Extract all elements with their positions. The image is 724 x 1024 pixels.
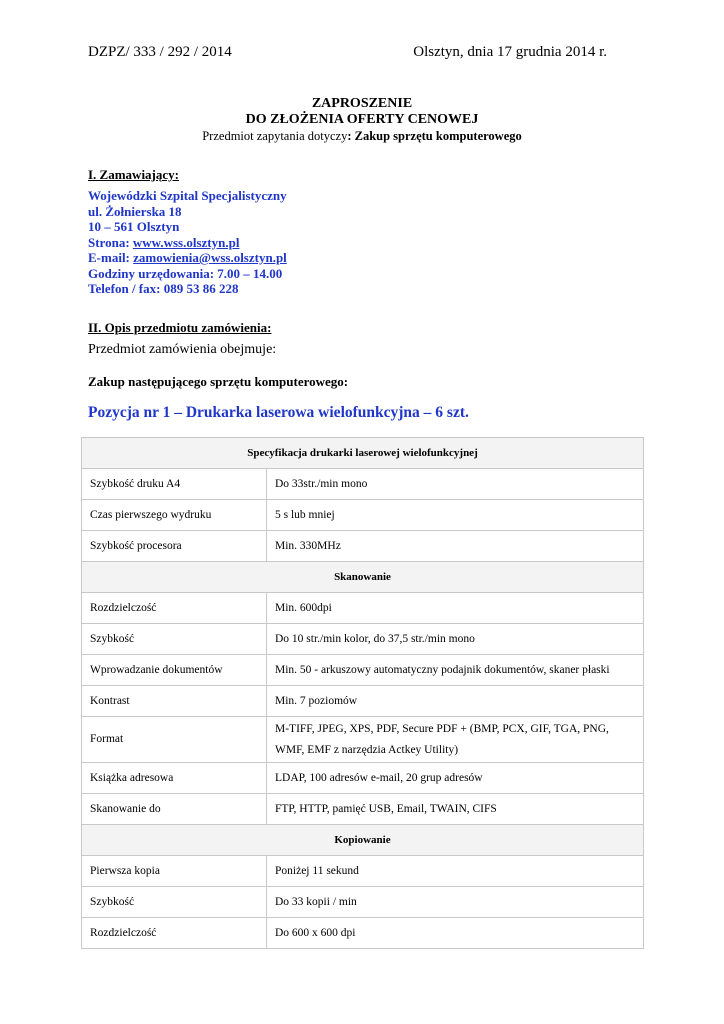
place-and-date: Olsztyn, dnia 17 grudnia 2014 r. <box>413 44 607 60</box>
table-row <box>82 655 644 686</box>
table-row <box>82 717 644 763</box>
group-title: Skanowanie <box>82 562 644 593</box>
table-row <box>82 856 644 887</box>
section-ordering-party-heading: I. Zamawiający: <box>88 167 179 182</box>
spec-label: Skanowanie do <box>82 794 267 825</box>
table-row <box>82 469 644 500</box>
spec-value: Min. 330MHz <box>267 531 644 562</box>
position-title: Pozycja nr 1 – Drukarka laserowa wielofunkcyjna – 6 szt. <box>88 404 469 421</box>
spec-value: Do 10 str./min kolor, do 37,5 str./min mono <box>267 624 644 655</box>
spec-label: Format <box>82 717 267 763</box>
spec-value: FTP, HTTP, pamięć USB, Email, TWAIN, CIFS <box>267 794 644 825</box>
subject-value: : Zakup sprzętu komputerowego <box>347 129 522 143</box>
spec-value: 5 s lub mniej <box>267 500 644 531</box>
table-row <box>82 593 644 624</box>
document-reference: DZPZ/ 333 / 292 / 2014 <box>88 44 232 60</box>
section-description-heading: II. Opis przedmiotu zamówienia: <box>88 320 272 335</box>
title-block <box>0 96 724 144</box>
table-row <box>82 531 644 562</box>
table-row <box>82 763 644 794</box>
spec-value: M-TIFF, JPEG, XPS, PDF, Secure PDF + (BMP, PCX, GIF, TGA, PNG, WMF, EMF z narzędzia Actkey Utility) <box>267 717 644 763</box>
spec-value: LDAP, 100 adresów e-mail, 20 grup adresów <box>267 763 644 794</box>
subject-line <box>0 128 724 144</box>
group-title: Specyfikacja drukarki laserowej wielofunkcyjnej <box>82 438 644 469</box>
spec-value: Do 600 x 600 dpi <box>267 918 644 949</box>
description-intro: Przedmiot zamówienia obejmuje: <box>88 342 277 357</box>
subject-prefix: Przedmiot zapytania dotyczy <box>202 129 348 143</box>
table-row <box>82 686 644 717</box>
spec-label: Szybkość procesora <box>82 531 267 562</box>
spec-label: Rozdzielczość <box>82 593 267 624</box>
spec-value: Poniżej 11 sekund <box>267 856 644 887</box>
email-link[interactable]: zamowienia@wss.olsztyn.pl <box>133 250 287 265</box>
spec-value: Do 33 kopii / min <box>267 887 644 918</box>
table-row <box>82 918 644 949</box>
spec-value: Min. 600dpi <box>267 593 644 624</box>
spec-label: Czas pierwszego wydruku <box>82 500 267 531</box>
spec-label: Rozdzielczość <box>82 918 267 949</box>
website-row <box>88 235 287 251</box>
table-group-header <box>82 825 644 856</box>
street-address: ul. Żołnierska 18 <box>88 203 182 219</box>
spec-label: Książka adresowa <box>82 763 267 794</box>
table-group-header <box>82 438 644 469</box>
spec-label: Kontrast <box>82 686 267 717</box>
purchase-lead: Zakup następującego sprzętu komputerowego: <box>88 374 349 389</box>
spec-label: Szybkość <box>82 624 267 655</box>
title-offer: DO ZŁOŻENIA OFERTY CENOWEJ <box>245 112 479 127</box>
postal-city: 10 – 561 Olsztyn <box>88 219 180 234</box>
table-row <box>82 624 644 655</box>
spec-table <box>81 437 644 949</box>
hospital-name: Wojewódzki Szpital Specjalistyczny <box>88 188 287 203</box>
spec-label: Wprowadzanie dokumentów <box>82 655 267 686</box>
spec-label: Szybkość <box>82 887 267 918</box>
spec-label: Szybkość druku A4 <box>82 469 267 500</box>
table-row <box>82 887 644 918</box>
group-title: Kopiowanie <box>82 825 644 856</box>
ordering-party-contact <box>88 188 287 297</box>
email-row <box>88 250 287 266</box>
spec-label: Pierwsza kopia <box>82 856 267 887</box>
spec-value: Min. 7 poziomów <box>267 686 644 717</box>
table-row <box>82 794 644 825</box>
spec-value: Min. 50 - arkuszowy automatyczny podajnik dokumentów, skaner płaski <box>267 655 644 686</box>
phone-fax: Telefon / fax: 089 53 86 228 <box>88 281 239 296</box>
office-hours: Godziny urzędowania: 7.00 – 14.00 <box>88 265 283 281</box>
website-link[interactable]: www.wss.olsztyn.pl <box>132 234 240 250</box>
email-label: E-mail: <box>88 250 134 265</box>
title-invitation: ZAPROSZENIE <box>311 96 413 111</box>
website-label: Strona: <box>88 234 133 250</box>
table-group-header <box>82 562 644 593</box>
table-row <box>82 500 644 531</box>
spec-value: Do 33str./min mono <box>267 469 644 500</box>
